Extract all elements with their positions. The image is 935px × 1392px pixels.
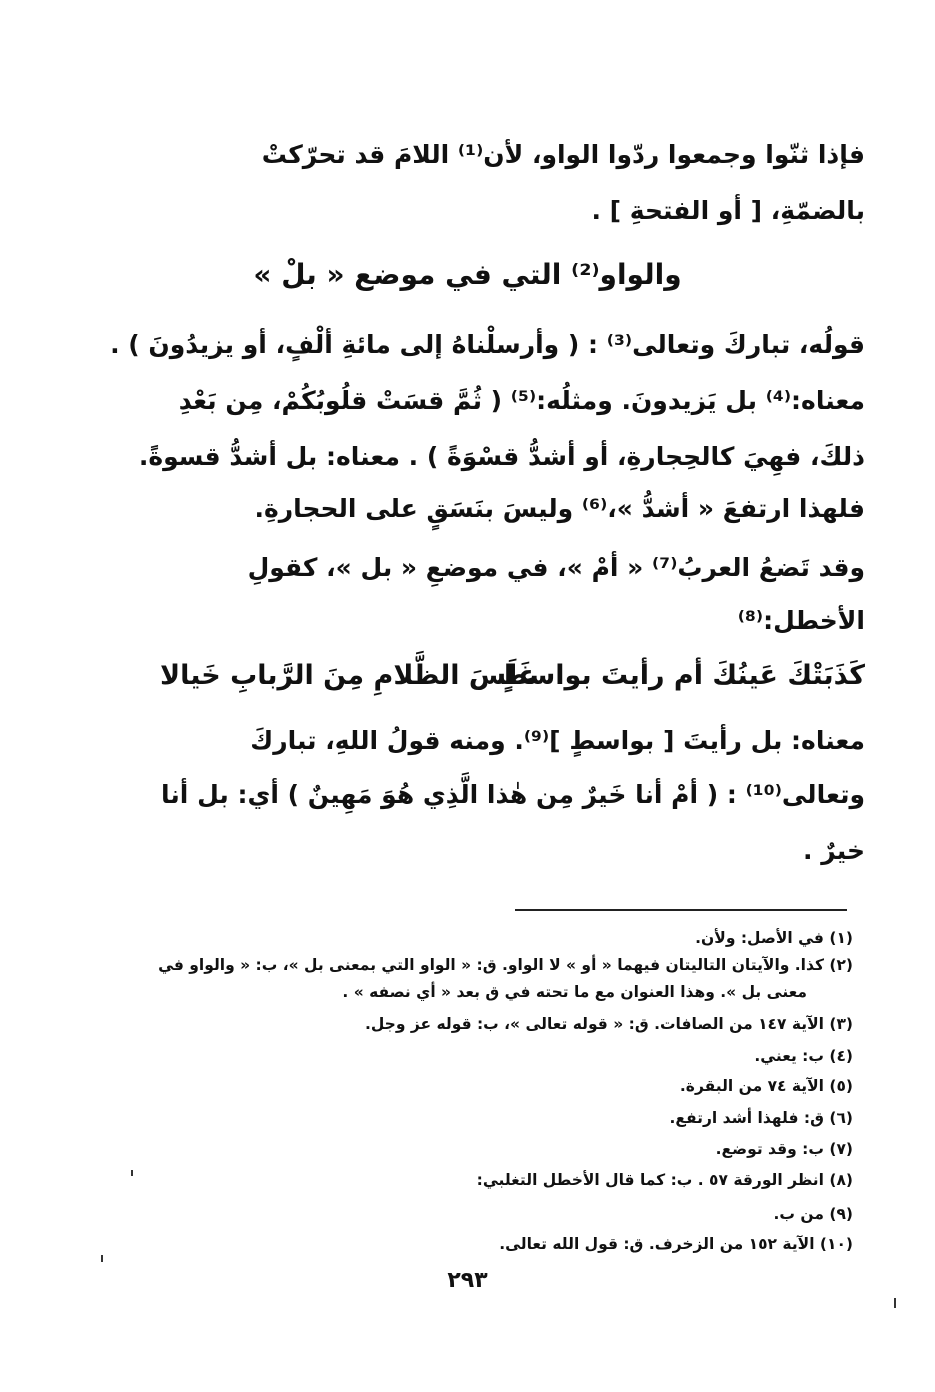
body-line-11: خيرٌ . bbox=[803, 836, 865, 865]
body-line-4: معناه:⁽⁴⁾ بل يَزيدونَ. ومثلُه:⁽⁵⁾ ( ثُمَّ قسَتْ قلُوبُكُمْ، مِن بَعْدِ bbox=[178, 386, 865, 415]
footnote-divider bbox=[515, 909, 847, 911]
page-number: ٢٩٣ bbox=[447, 1268, 488, 1293]
body-line-10: وتعالى⁽¹⁰⁾ : ( أمْ أنا خَيرٌ مِن هٰذا الَّذِي هُوَ مَهِينٌ ) أي: بل أنا bbox=[161, 780, 865, 809]
footnote-7: (٧) ب: وقد توضع. bbox=[715, 1140, 853, 1158]
body-line-6: فلهذا ارتفعَ « أشدُّ »،⁽⁶⁾ وليسَ بنَسَقٍ على الحجارةِ. bbox=[254, 494, 865, 523]
poem-second-hemistich: غَلَسَ الظَّلامِ مِنَ الرَّبابِ خَيالا bbox=[160, 660, 537, 691]
body-line-8: الأخطل:⁽⁸⁾ bbox=[737, 606, 865, 635]
body-line-3: قولُه، تباركَ وتعالى⁽³⁾ : ( وأرسلْناهُ إلى مائةِ ألْفٍ، أو يزيدُونَ ) . bbox=[110, 330, 865, 359]
scan-speck bbox=[894, 1298, 896, 1308]
body-line-5: ذلكَ، فهِيَ كالحِجارةِ، أو أشدُّ قسْوَةً ) . معناه: بل أشدُّ قسوةً. bbox=[138, 442, 865, 471]
body-line-7: وقد تَضعُ العربُ⁽⁷⁾ « أمْ »، في موضعِ « بل »، كقولِ bbox=[247, 553, 865, 582]
scan-speck bbox=[101, 1255, 103, 1262]
footnote-3: (٣) الآية ١٤٧ من الصافات. ق: « قوله تعالى »، ب: قوله عز وجل. bbox=[364, 1015, 853, 1033]
footnote-4: (٤) ب: يعني. bbox=[754, 1047, 853, 1065]
footnote-2-continued: معنى بل ». وهذا العنوان مع ما تحته في ق بعد « أي نصفه » . bbox=[342, 983, 807, 1001]
body-line-2: بالضمّةِ، [ أو الفتحةِ ] . bbox=[591, 196, 865, 225]
scan-speck bbox=[131, 1170, 133, 1176]
footnote-5: (٥) الآية ٧٤ من البقرة. bbox=[679, 1077, 853, 1095]
body-line-9: معناه: بل رأيتَ [ بواسطٍ ]⁽⁹⁾. ومنه قولُ اللهِ، تباركَ bbox=[250, 726, 865, 755]
footnote-1: (١) في الأصل: ولأن. bbox=[695, 929, 853, 947]
footnote-10: (١٠) الآية ١٥٢ من الزخرف. ق: قول الله تعالى. bbox=[499, 1235, 853, 1253]
section-heading: والواو⁽²⁾ التي في موضع « بلْ » bbox=[253, 258, 682, 291]
footnote-9: (٩) من ب. bbox=[773, 1205, 853, 1223]
footnote-8: (٨) انظر الورقة ٥٧ . ب: كما قال الأخطل التغلبي: bbox=[476, 1171, 853, 1189]
footnote-6: (٦) ق: فلهذا أشد ارتفع. bbox=[669, 1109, 853, 1127]
body-line-1: فإذا ثنّوا وجمعوا ردّوا الواو، لأن⁽¹⁾ اللامَ قد تحرّكتْ bbox=[261, 140, 865, 169]
poem-first-hemistich: كَذَبَتْكَ عَينُكَ أم رأيتَ بواسطٍ bbox=[499, 660, 865, 691]
footnote-2: (٢) كذا. والآيتان التاليتان فيهما « أو » لا الواو. ق: « الواو التي بمعنى بل »، ب: « والواو في bbox=[158, 956, 853, 974]
